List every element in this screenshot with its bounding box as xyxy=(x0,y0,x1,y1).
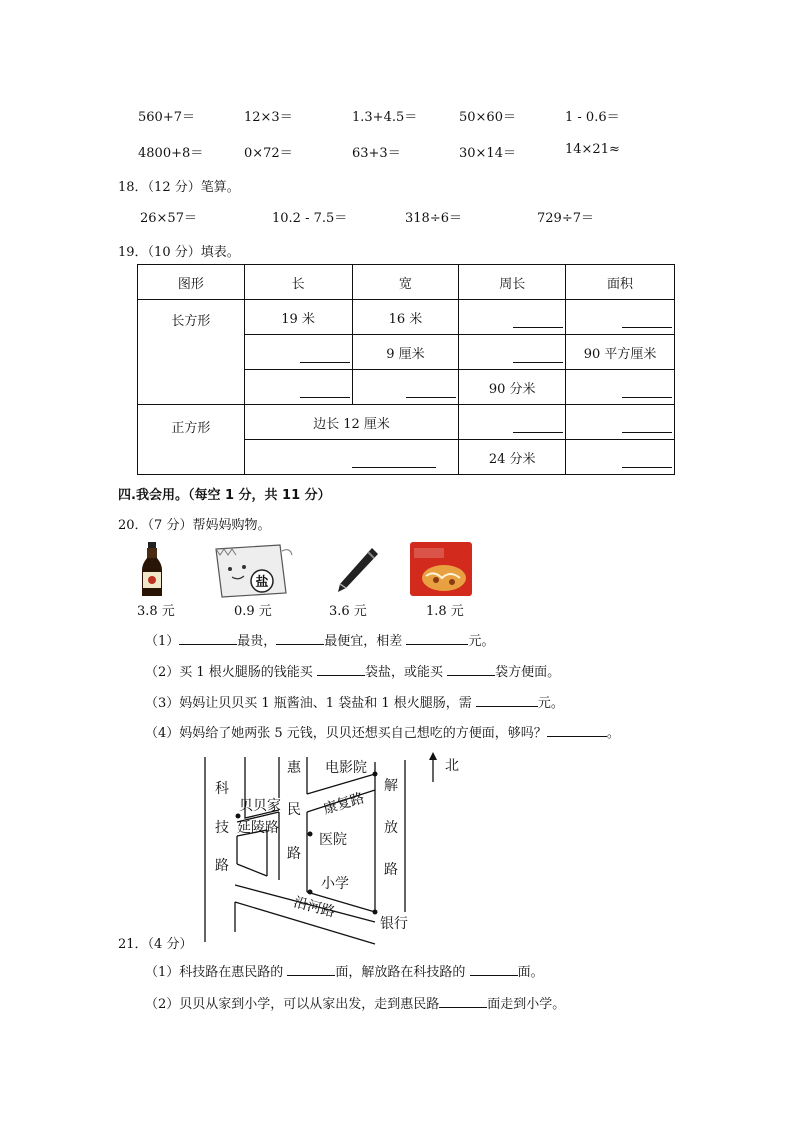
beibei-home-point xyxy=(236,814,241,819)
r3-area-blank[interactable] xyxy=(622,385,672,398)
salt-label: 盐 xyxy=(255,575,269,590)
mental-math-1-1: 560+7＝ xyxy=(138,110,195,125)
q20-part3: （3）妈妈让贝贝买 1 瓶酱油、1 袋盐和 1 根火腿肠，需 元。 xyxy=(145,696,564,711)
q18-item-2: 10.2 - 7.5＝ xyxy=(272,211,348,226)
huimin-road-char-3: 路 xyxy=(287,846,301,862)
q21-part1: （1）科技路在惠民路的 面，解放路在科技路的 面。 xyxy=(145,965,544,980)
q18-item-1: 26×57＝ xyxy=(140,211,197,226)
mental-math-1-4: 50×60＝ xyxy=(459,110,516,125)
q20-p3-blank[interactable] xyxy=(476,694,538,707)
street-map xyxy=(195,752,485,947)
q18-title: 18．（12 分）笔算。 xyxy=(118,180,240,195)
hospital-label: 医院 xyxy=(319,832,347,848)
yanhe-road-label: 沿河路 xyxy=(291,894,337,921)
soy-sauce-price: 3.8 元 xyxy=(137,604,175,619)
q21-part2: （2）贝贝从家到小学，可以从家出发，走到惠民路 面走到小学。 xyxy=(145,997,566,1012)
keji-road-char-1: 科 xyxy=(215,781,229,797)
mental-math-2-1: 4800+8＝ xyxy=(138,146,204,161)
mental-math-1-3: 1.3+4.5＝ xyxy=(352,110,418,125)
r1-width: 16 米 xyxy=(352,300,459,335)
q20-part4: （4）妈妈给了她两张 5 元钱，贝贝还想买自己想吃的方便面，够吗？ 。 xyxy=(145,726,620,741)
r1-perimeter-blank[interactable] xyxy=(513,315,563,328)
keji-road-char-2: 技 xyxy=(215,820,229,836)
section4-title: 四.我会用。（每空 1 分，共 11 分） xyxy=(118,488,331,503)
cinema-label: 电影院 xyxy=(325,760,367,776)
q21-p1-blank1[interactable] xyxy=(287,963,335,976)
huimin-road-char-1: 惠 xyxy=(287,760,301,776)
hospital-point xyxy=(308,832,313,837)
header-shape: 图形 xyxy=(138,265,245,300)
school-label: 小学 xyxy=(321,876,349,892)
north-label: 北 xyxy=(445,758,459,774)
q20-p2-blank1[interactable] xyxy=(317,663,365,676)
soy-sauce-icon xyxy=(136,540,168,598)
r1-length: 19 米 xyxy=(244,300,352,335)
rect-label: 长方形 xyxy=(138,300,245,405)
bank-point xyxy=(373,910,378,915)
jiefang-road-char-3: 路 xyxy=(384,862,398,878)
header-perimeter: 周长 xyxy=(459,265,566,300)
bank-label: 银行 xyxy=(380,916,408,932)
header-length: 长 xyxy=(244,265,352,300)
mental-math-2-5: 14×21≈ xyxy=(565,142,620,157)
r3-length-blank[interactable] xyxy=(300,385,350,398)
r2-length-blank[interactable] xyxy=(300,350,350,363)
header-area: 面积 xyxy=(566,265,675,300)
beibei-home-label: 贝贝家 xyxy=(239,798,281,814)
s1-side: 边长 12 厘米 xyxy=(244,405,459,440)
mental-math-2-3: 63+3＝ xyxy=(352,146,401,161)
q21-p2-blank[interactable] xyxy=(439,995,487,1008)
salt-bag-icon xyxy=(210,541,296,599)
s2-side-blank[interactable] xyxy=(352,455,436,468)
huimin-road-char-2: 民 xyxy=(287,802,301,818)
yanling-road-label: 延陵路 xyxy=(237,820,279,836)
fill-table xyxy=(137,264,675,475)
mental-math-2-4: 30×14＝ xyxy=(459,146,516,161)
r3-width-blank[interactable] xyxy=(406,385,456,398)
q20-p1-blank1[interactable] xyxy=(179,632,237,645)
r1-area-blank[interactable] xyxy=(622,315,672,328)
keji-road-char-3: 路 xyxy=(215,858,229,874)
s2-perimeter: 24 分米 xyxy=(459,440,566,475)
r3-perimeter: 90 分米 xyxy=(459,370,566,405)
jiefang-road-char-1: 解 xyxy=(384,778,398,794)
q18-item-3: 318÷6＝ xyxy=(405,211,462,226)
s1-area-blank[interactable] xyxy=(622,420,672,433)
q21-title: 21．（4 分） xyxy=(118,937,193,952)
mental-math-2-2: 0×72＝ xyxy=(244,146,293,161)
q20-p4-blank[interactable] xyxy=(547,724,607,737)
q20-title: 20．（7 分）帮妈妈购物。 xyxy=(118,518,271,533)
s1-perimeter-blank[interactable] xyxy=(513,420,563,433)
r2-perimeter-blank[interactable] xyxy=(513,350,563,363)
jiefang-road-char-2: 放 xyxy=(384,820,398,836)
q20-p1-blank3[interactable] xyxy=(406,632,468,645)
kangfu-road-label: 康复路 xyxy=(321,790,367,818)
q20-p2-blank2[interactable] xyxy=(447,663,495,676)
square-label: 正方形 xyxy=(138,405,245,475)
s2-area-blank[interactable] xyxy=(622,455,672,468)
ham-sausage-price: 3.6 元 xyxy=(329,604,367,619)
r2-area: 90 平方厘米 xyxy=(566,335,675,370)
header-width: 宽 xyxy=(352,265,459,300)
q21-p1-blank2[interactable] xyxy=(470,963,518,976)
q19-title: 19．（10 分）填表。 xyxy=(118,245,240,260)
cinema-point xyxy=(373,772,378,777)
q20-p1-blank2[interactable] xyxy=(276,632,324,645)
instant-noodles-icon xyxy=(408,540,474,598)
instant-noodles-price: 1.8 元 xyxy=(426,604,464,619)
q20-part1: （1） 最贵， 最便宜，相差 元。 xyxy=(145,634,495,649)
school-point xyxy=(308,890,313,895)
q20-part2: （2）买 1 根火腿肠的钱能买 袋盐，或能买 袋方便面。 xyxy=(145,665,561,680)
ham-sausage-icon xyxy=(332,544,380,596)
mental-math-1-5: 1 - 0.6＝ xyxy=(565,110,620,125)
r2-width: 9 厘米 xyxy=(352,335,459,370)
q18-item-4: 729÷7＝ xyxy=(537,211,594,226)
salt-price: 0.9 元 xyxy=(234,604,272,619)
mental-math-1-2: 12×3＝ xyxy=(244,110,293,125)
